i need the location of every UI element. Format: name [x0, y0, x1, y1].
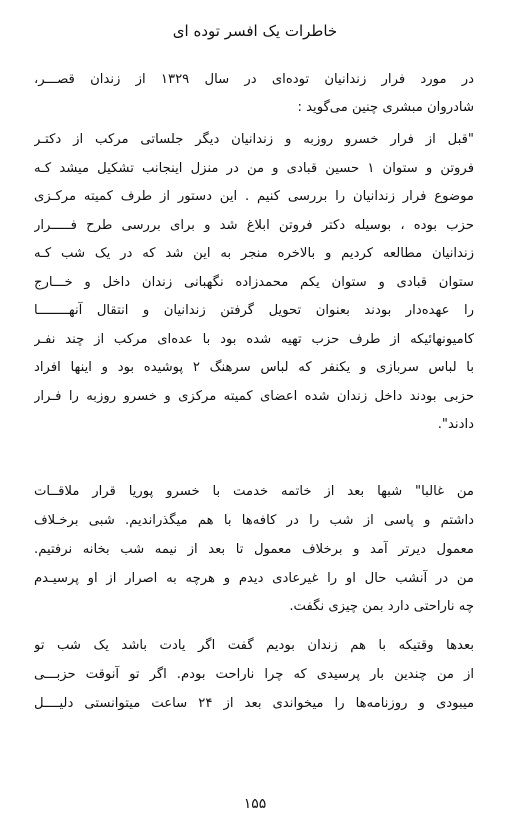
- paragraph-line: من غالبا" شبها بعد از خاتمه خدمت با خسرو پوریا قرار ملاقــات: [34, 484, 474, 499]
- page-header-title: خاطرات یک افسر توده ای: [172, 22, 338, 40]
- quote-line: دادند".: [437, 417, 474, 432]
- paragraph-line: میبودی و روزنامه‌ها را میخواندی بعد از ۲۴ ساعت میتوانستی دلیــــل: [34, 696, 474, 711]
- quote-line: حزبی بودند داخل زندان شده اعضای کمیته مرکزی و خسرو روزبه را فـرار: [34, 389, 474, 404]
- intro-line: شادروان مبشری چنین می‌گوید :: [297, 100, 474, 115]
- paragraph-line: معمول دیرتر آمد و برخلاف معمول تا بعد از نیمه شب بخانه نرفتیم.: [34, 542, 474, 557]
- paragraph-line: بعدها وقتیکه با هم زندان بودیم گفت اگر یادت باشد یک شب تو: [34, 638, 474, 653]
- quote-line: کامیونهائیکه از طرف حزب تهیه شده بود با عده‌ای مرکب از چند نفـر: [34, 332, 474, 347]
- quote-line: را عهده‌دار بودند بعنوان تحویل گرفتن زندانیان و انتقال آنهــــــــا: [34, 303, 474, 318]
- paragraph-line: از من چندین بار پرسیدی که چرا ناراحت بودم. اگر تو آنوقت حزبـــی: [34, 667, 474, 682]
- page-number: ۱۵۵: [243, 796, 267, 812]
- quote-line: "قبل از فرار خسرو روزبه و زندانیان دیگر جلساتی مرکب از دکتـر: [34, 132, 474, 147]
- quote-line: حزب بوده ، بوسیله دکتر فروتن ابلاغ شد و برای بررسی طرح فـــــرار: [34, 218, 474, 233]
- quote-line: موضوع فرار زندانیان را بررسی کنیم . این دستور از طرف کمیته مرکـزی: [34, 189, 474, 204]
- paragraph-line: من در آنشب حال او را غیرعادی دیدم و هرچه به اصرار از او پرسیـدم: [34, 571, 474, 586]
- quote-line: زندانیان مطالعه کردیم و بالاخره منجر به این شد که در یک شب کـه: [34, 246, 474, 261]
- quote-line: ستوان قبادی و ستوان یکم محمدزاده نگهبانی زندان داخل و خـــارج: [34, 275, 474, 290]
- quote-line: با لباس سربازی و یکنفر که لباس سرهنگ ۲ پوشیده بود و اینها افراد: [34, 360, 474, 375]
- intro-line: در مورد فرار زندانیان توده‌ای در سال ۱۳۲۹ از زندان قصـــر،: [34, 72, 474, 87]
- paragraph-line: داشتم و پاسی از شب را در کافه‌ها با هم میگذراندیم. شبی برخـلاف: [34, 513, 474, 528]
- quote-line: فروتن و ستوان ۱ حسین قبادی و من در منزل اینجانب تشکیل میشد کـه: [34, 161, 474, 176]
- paragraph-line: چه ناراحتی دارد بمن چیزی نگفت.: [289, 599, 474, 614]
